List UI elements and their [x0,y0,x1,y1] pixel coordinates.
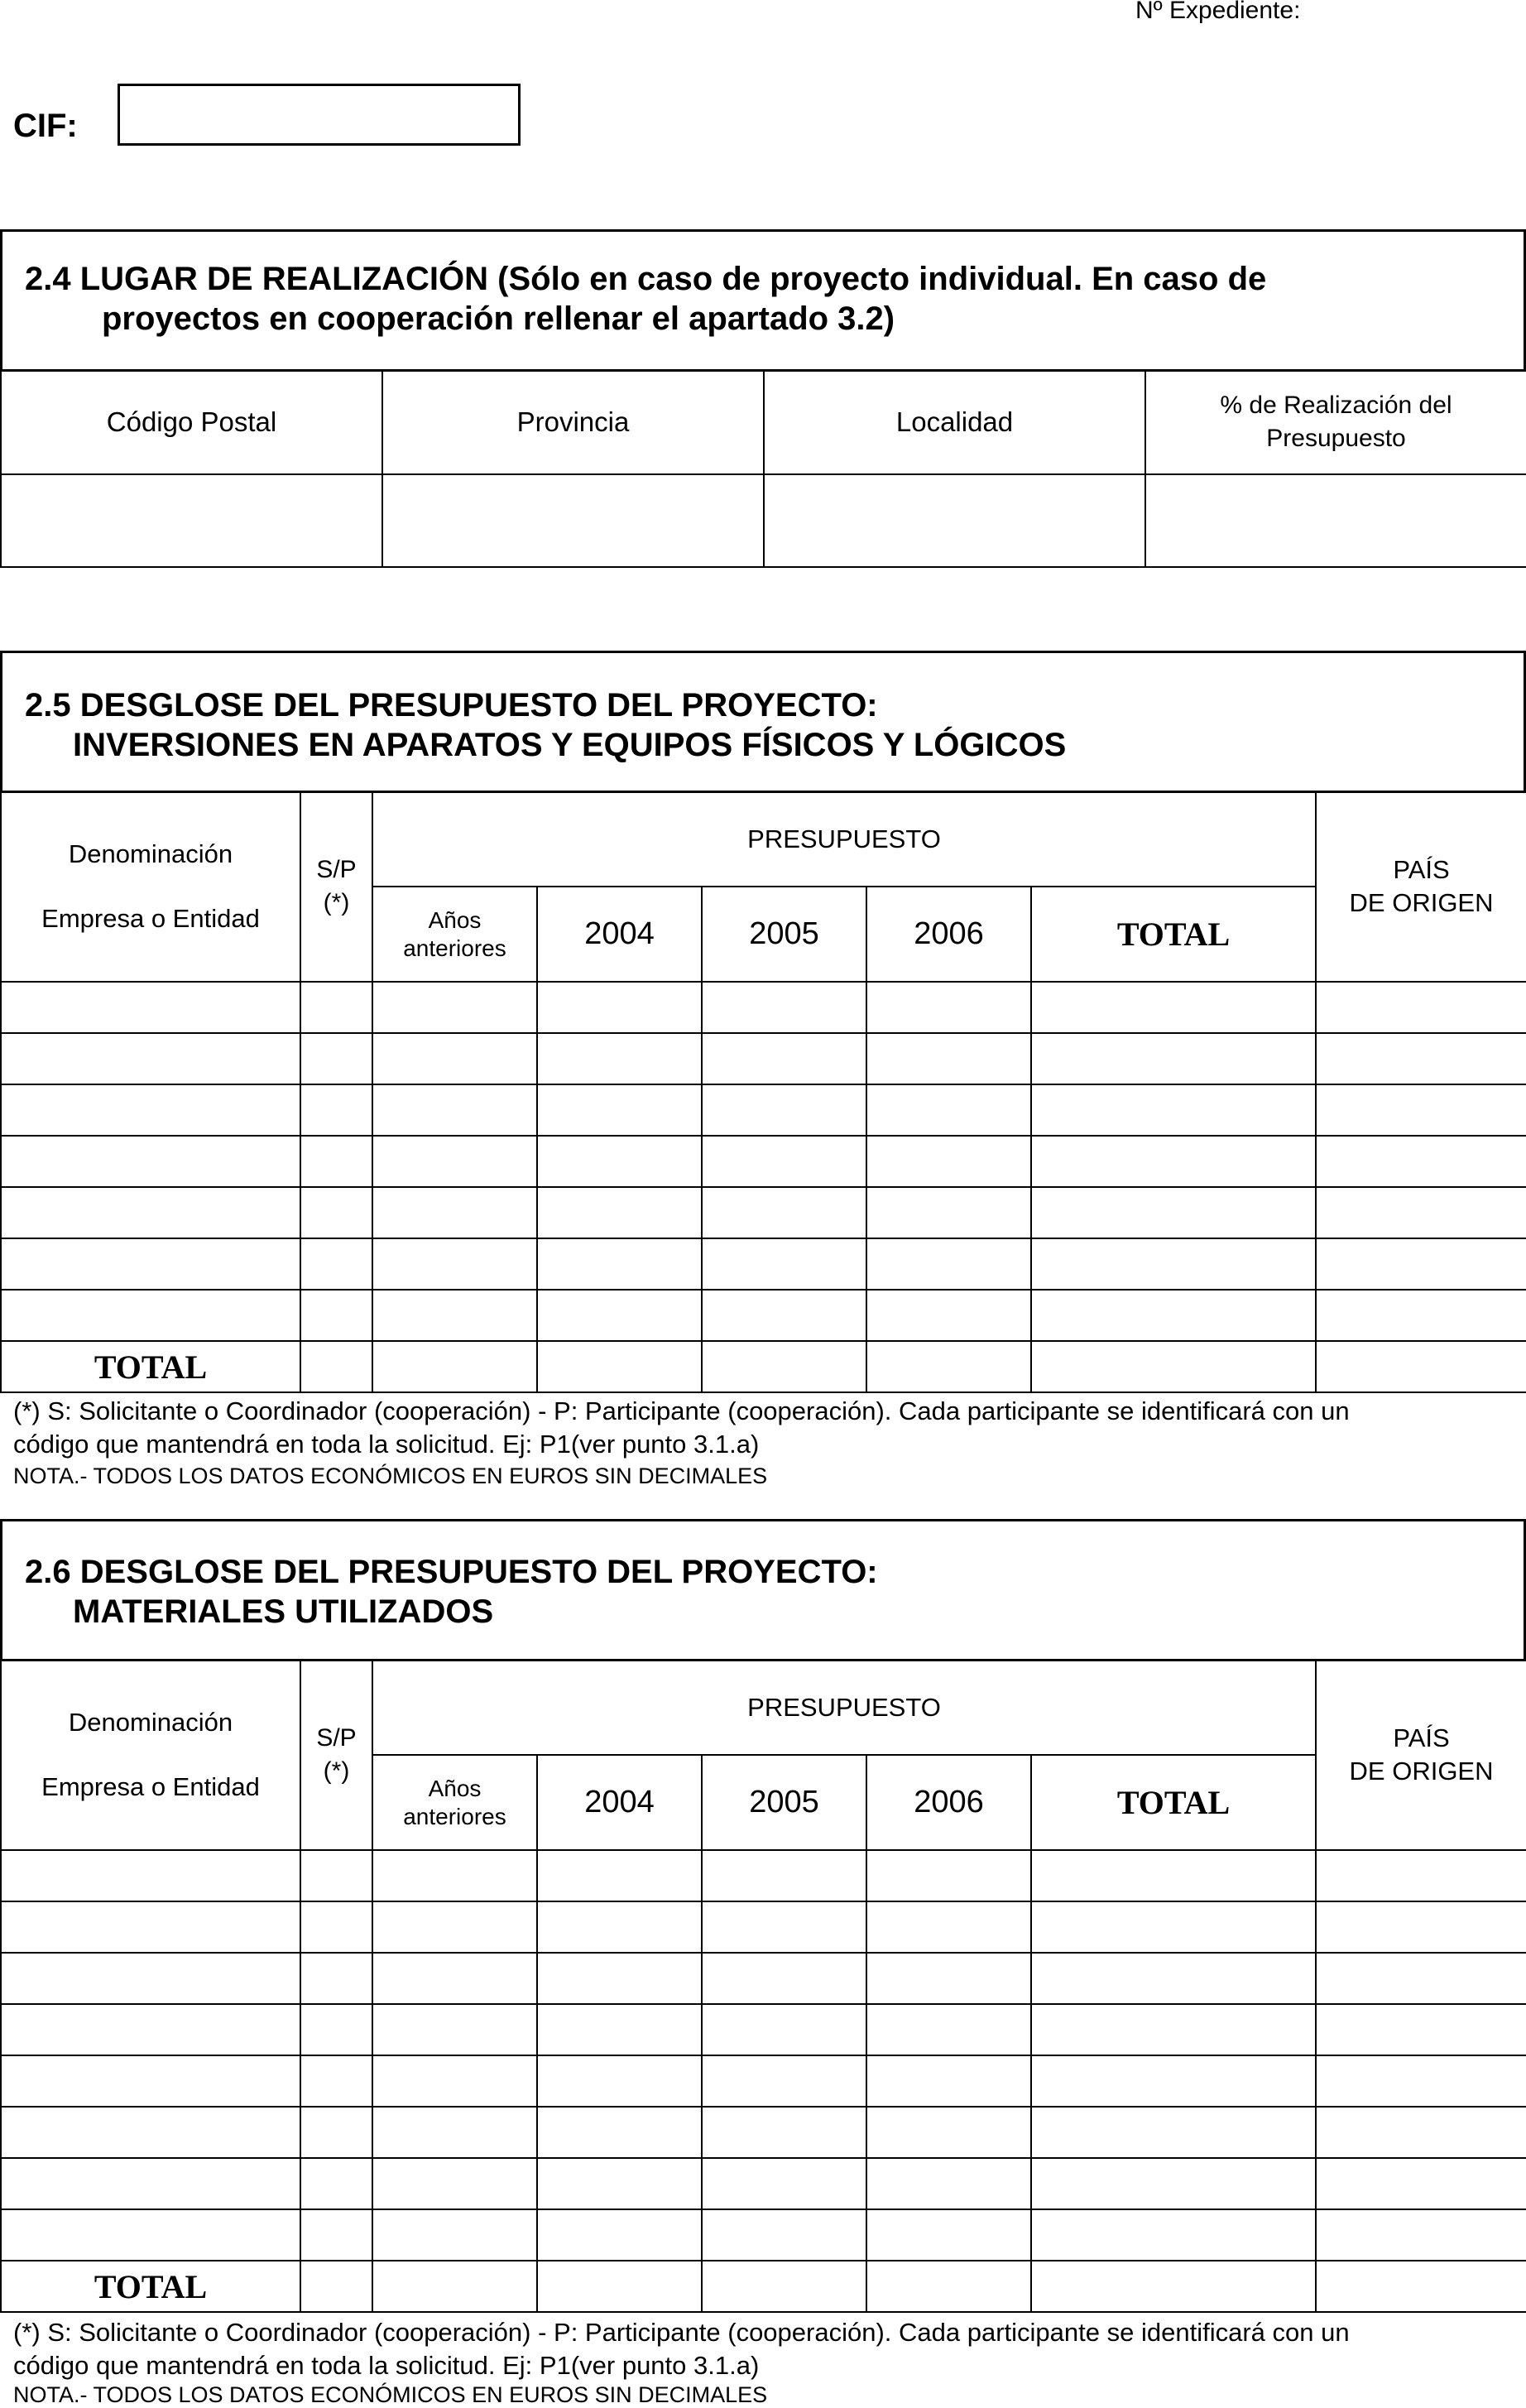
table-row [1,1187,1526,1238]
total-cell[interactable] [372,2261,537,2312]
input-cell[interactable] [1,2055,300,2107]
input-cell[interactable] [537,1850,702,1901]
input-cell[interactable] [1031,2158,1316,2209]
input-cell[interactable] [1316,1850,1526,1901]
col-sp [300,791,372,982]
section-2-6-title: 2.6 DESGLOSE DEL PRESUPUESTO DEL PROYECTO: [25,1554,878,1590]
nota-2-6: NOTA.- TODOS LOS DATOS ECONÓMICOS EN EUROS SIN DECIMALES [13,2382,768,2407]
col-pais-l1: PAÍS [1393,855,1450,884]
input-cell[interactable] [1,1850,300,1901]
total-cell[interactable] [1316,2261,1526,2312]
input-cell[interactable] [702,1901,866,1953]
input-cell[interactable] [372,2055,537,2107]
input-cell[interactable] [1031,1850,1316,1901]
inversiones-table [0,791,1526,1393]
table-row [1,2004,1526,2055]
input-cell[interactable] [1,982,300,1033]
input-cell[interactable] [702,982,866,1033]
input-cell[interactable] [537,2055,702,2107]
input-cell[interactable] [1,1901,300,1953]
table-row [1,1238,1526,1290]
input-cell[interactable] [1316,1901,1526,1953]
input-cell[interactable] [372,1953,537,2004]
col-localidad: Localidad [764,370,1145,474]
input-cell[interactable] [866,1033,1031,1084]
footnote-2-6 [13,2316,1519,2382]
col-sp-label: S/P [316,1724,357,1752]
col-2006: 2006 [866,887,1031,982]
input-cell[interactable] [866,1901,1031,1953]
input-cell[interactable] [300,1238,372,1290]
input-cell[interactable] [1316,1953,1526,2004]
footnote-2-5 [13,1395,1519,1461]
row-total-label: TOTAL [1,1341,300,1392]
input-cell[interactable] [1316,1136,1526,1187]
col-anos-l2: anteriores [403,1803,506,1829]
section-2-4-title: 2.4 LUGAR DE REALIZACIÓN (Sólo en caso de proyecto individual. En caso de [25,261,1267,297]
input-cell[interactable] [1031,1238,1316,1290]
input-cell[interactable] [1031,1136,1316,1187]
col-sp-note: (*) [323,889,350,916]
table-row [1,1901,1526,1953]
input-cell[interactable] [372,2004,537,2055]
input-cell[interactable] [537,1084,702,1136]
col-pais [1316,1660,1526,1850]
input-cell[interactable] [372,982,537,1033]
col-empresa-label: Empresa o Entidad [41,1772,260,1801]
input-cell[interactable] [1316,2004,1526,2055]
input-cell[interactable] [866,2004,1031,2055]
input-cell[interactable] [702,1136,866,1187]
col-anos-l2: anteriores [403,935,506,961]
table-row [1,1290,1526,1341]
input-cell[interactable] [1031,1953,1316,2004]
total-cell[interactable] [1031,2261,1316,2312]
input-cell[interactable] [300,2055,372,2107]
input-cell[interactable] [702,1187,866,1238]
col-2006: 2006 [866,1755,1031,1850]
input-cell[interactable] [537,982,702,1033]
input-cell[interactable] [1031,1290,1316,1341]
table-row [1,2107,1526,2158]
total-cell[interactable] [866,1341,1031,1392]
input-cell[interactable] [866,1084,1031,1136]
total-cell[interactable] [702,1341,866,1392]
col-anos-l1: Años [428,906,482,933]
col-pais [1316,791,1526,982]
total-cell[interactable] [372,1341,537,1392]
expediente-label: Nº Expediente: [1135,0,1301,24]
input-cell[interactable] [1031,1033,1316,1084]
section-2-4-header [0,229,1526,372]
col-provincia: Provincia [382,370,764,474]
input-cell[interactable] [537,2209,702,2261]
footnote-2-6-l2: código que mantendrá en toda la solicitud. Ej: P1(ver punto 3.1.a) [13,2351,760,2380]
materiales-rows [1,1850,1526,2261]
input-cell[interactable] [300,2158,372,2209]
total-cell[interactable] [1031,1341,1316,1392]
input-cell[interactable] [866,1136,1031,1187]
input-cell[interactable] [1,1238,300,1290]
input-cell[interactable] [866,2107,1031,2158]
input-cell[interactable] [300,1953,372,2004]
col-total: TOTAL [1031,887,1316,982]
porcentaje-input[interactable] [1145,474,1526,567]
input-cell[interactable] [1,2209,300,2261]
input-cell[interactable] [1,1953,300,2004]
col-empresa-label: Empresa o Entidad [41,904,260,933]
col-2004: 2004 [537,1755,702,1850]
col-sp-label: S/P [316,856,357,883]
input-cell[interactable] [537,2004,702,2055]
section-2-6-subtitle: MATERIALES UTILIZADOS [73,1593,494,1630]
input-cell[interactable] [1031,1187,1316,1238]
cif-label: CIF: [13,108,78,144]
input-cell[interactable] [372,2107,537,2158]
input-cell[interactable] [702,2107,866,2158]
input-cell[interactable] [300,1033,372,1084]
input-cell[interactable] [866,1850,1031,1901]
codigo-postal-input[interactable] [1,474,382,567]
input-cell[interactable] [1,1136,300,1187]
lugar-table [0,369,1526,568]
table-row [1,1953,1526,2004]
input-cell[interactable] [1031,982,1316,1033]
input-cell[interactable] [372,1136,537,1187]
input-cell[interactable] [866,1238,1031,1290]
input-cell[interactable] [1,2107,300,2158]
nota-2-5: NOTA.- TODOS LOS DATOS ECONÓMICOS EN EUROS SIN DECIMALES [13,1464,768,1488]
col-2005: 2005 [702,1755,866,1850]
input-cell[interactable] [1316,2209,1526,2261]
total-cell[interactable] [866,2261,1031,2312]
col-pais-l2: DE ORIGEN [1349,888,1494,917]
col-sp-note: (*) [323,1757,350,1785]
row-total-label: TOTAL [1,2261,300,2312]
table-row [1,2055,1526,2107]
input-cell[interactable] [537,1953,702,2004]
input-cell[interactable] [702,1290,866,1341]
input-cell[interactable] [300,2107,372,2158]
input-cell[interactable] [300,982,372,1033]
input-cell[interactable] [1031,1084,1316,1136]
table-row [1,1850,1526,1901]
input-cell[interactable] [702,1084,866,1136]
col-denominacion [1,1660,300,1850]
col-anos-anteriores [372,887,537,982]
input-cell[interactable] [1,1084,300,1136]
input-cell[interactable] [537,1187,702,1238]
input-cell[interactable] [702,2004,866,2055]
materiales-table [0,1659,1526,2313]
input-cell[interactable] [702,1238,866,1290]
input-cell[interactable] [537,1136,702,1187]
col-2004: 2004 [537,887,702,982]
col-codigo-postal: Código Postal [1,370,382,474]
input-cell[interactable] [1316,2158,1526,2209]
input-cell[interactable] [1,1187,300,1238]
input-cell[interactable] [1,1033,300,1084]
input-cell[interactable] [1031,2055,1316,2107]
input-cell[interactable] [372,1084,537,1136]
input-cell[interactable] [866,982,1031,1033]
input-cell[interactable] [866,1290,1031,1341]
input-cell[interactable] [300,1136,372,1187]
input-cell[interactable] [372,2209,537,2261]
col-2005: 2005 [702,887,866,982]
col-porcentaje-l1: % de Realización del [1220,392,1452,419]
footnote-2-5-l2: código que mantendrá en toda la solicitud. Ej: P1(ver punto 3.1.a) [13,1430,760,1459]
footnote-2-6-l1: (*) S: Solicitante o Coordinador (cooperación) - P: Participante (cooperación). Cada participante se identificará con un [13,2318,1350,2347]
input-cell[interactable] [1,2158,300,2209]
col-porcentaje [1145,370,1526,474]
input-cell[interactable] [537,1290,702,1341]
table-row [1,1084,1526,1136]
input-cell[interactable] [300,1290,372,1341]
col-sp [300,1660,372,1850]
input-cell[interactable] [866,2055,1031,2107]
input-cell[interactable] [1316,1187,1526,1238]
table-row [1,1033,1526,1084]
input-cell[interactable] [537,1033,702,1084]
section-2-5-subtitle: INVERSIONES EN APARATOS Y EQUIPOS FÍSICOS Y LÓGICOS [73,727,1067,763]
input-cell[interactable] [702,2055,866,2107]
input-cell[interactable] [1031,2004,1316,2055]
input-cell[interactable] [537,2107,702,2158]
table-row [1,982,1526,1033]
input-cell[interactable] [537,2158,702,2209]
input-cell[interactable] [372,1187,537,1238]
total-cell[interactable] [537,1341,702,1392]
input-cell[interactable] [372,1850,537,1901]
input-cell[interactable] [1,2004,300,2055]
input-cell[interactable] [866,1953,1031,2004]
input-cell[interactable] [372,1033,537,1084]
inversiones-rows [1,982,1526,1341]
input-cell[interactable] [1316,982,1526,1033]
total-cell[interactable] [537,2261,702,2312]
col-pais-l2: DE ORIGEN [1349,1757,1494,1786]
total-cell[interactable] [1316,1341,1526,1392]
input-cell[interactable] [1031,2209,1316,2261]
input-cell[interactable] [1316,1033,1526,1084]
input-cell[interactable] [702,2209,866,2261]
localidad-input[interactable] [764,474,1145,567]
input-cell[interactable] [1,1290,300,1341]
input-cell[interactable] [1031,1901,1316,1953]
col-total: TOTAL [1031,1755,1316,1850]
section-2-4-title-cont: proyectos en cooperación rellenar el apartado 3.2) [102,300,895,337]
col-denominacion-label: Denominación [68,839,233,868]
table-row [1,2158,1526,2209]
col-porcentaje-l2: Presupuesto [1266,425,1406,452]
input-cell[interactable] [1316,1290,1526,1341]
input-cell[interactable] [300,2004,372,2055]
input-cell[interactable] [866,2158,1031,2209]
input-cell[interactable] [537,1901,702,1953]
input-cell[interactable] [1316,2055,1526,2107]
input-cell[interactable] [300,2209,372,2261]
section-2-6-header [0,1519,1526,1661]
provincia-input[interactable] [382,474,764,567]
input-cell[interactable] [1316,1238,1526,1290]
cif-input[interactable] [118,84,521,146]
input-cell[interactable] [866,2209,1031,2261]
input-cell[interactable] [372,1238,537,1290]
section-2-5-title: 2.5 DESGLOSE DEL PRESUPUESTO DEL PROYECTO: [25,687,878,723]
input-cell[interactable] [300,1084,372,1136]
col-denominacion [1,791,300,982]
input-cell[interactable] [537,1238,702,1290]
input-cell[interactable] [1316,2107,1526,2158]
section-2-5-header [0,651,1526,793]
input-cell[interactable] [300,1901,372,1953]
input-cell[interactable] [702,1953,866,2004]
input-cell[interactable] [372,2158,537,2209]
col-denominacion-label: Denominación [68,1708,233,1737]
input-cell[interactable] [1031,2107,1316,2158]
input-cell[interactable] [702,1033,866,1084]
total-cell[interactable] [702,2261,866,2312]
input-cell[interactable] [372,1290,537,1341]
col-anos-l1: Años [428,1775,482,1801]
input-cell[interactable] [702,2158,866,2209]
col-anos-anteriores [372,1755,537,1850]
col-presupuesto: PRESUPUESTO [372,1660,1316,1755]
input-cell[interactable] [1316,1084,1526,1136]
input-cell[interactable] [372,1901,537,1953]
input-cell[interactable] [866,1187,1031,1238]
col-presupuesto: PRESUPUESTO [372,791,1316,887]
col-pais-l1: PAÍS [1393,1723,1450,1752]
input-cell[interactable] [702,1850,866,1901]
table-row [1,1136,1526,1187]
input-cell[interactable] [300,1187,372,1238]
footnote-2-5-l1: (*) S: Solicitante o Coordinador (cooperación) - P: Participante (cooperación). Cada participante se identificará con un [13,1396,1350,1425]
total-cell[interactable] [300,1341,372,1392]
total-cell[interactable] [300,2261,372,2312]
input-cell[interactable] [300,1850,372,1901]
table-row [1,2209,1526,2261]
